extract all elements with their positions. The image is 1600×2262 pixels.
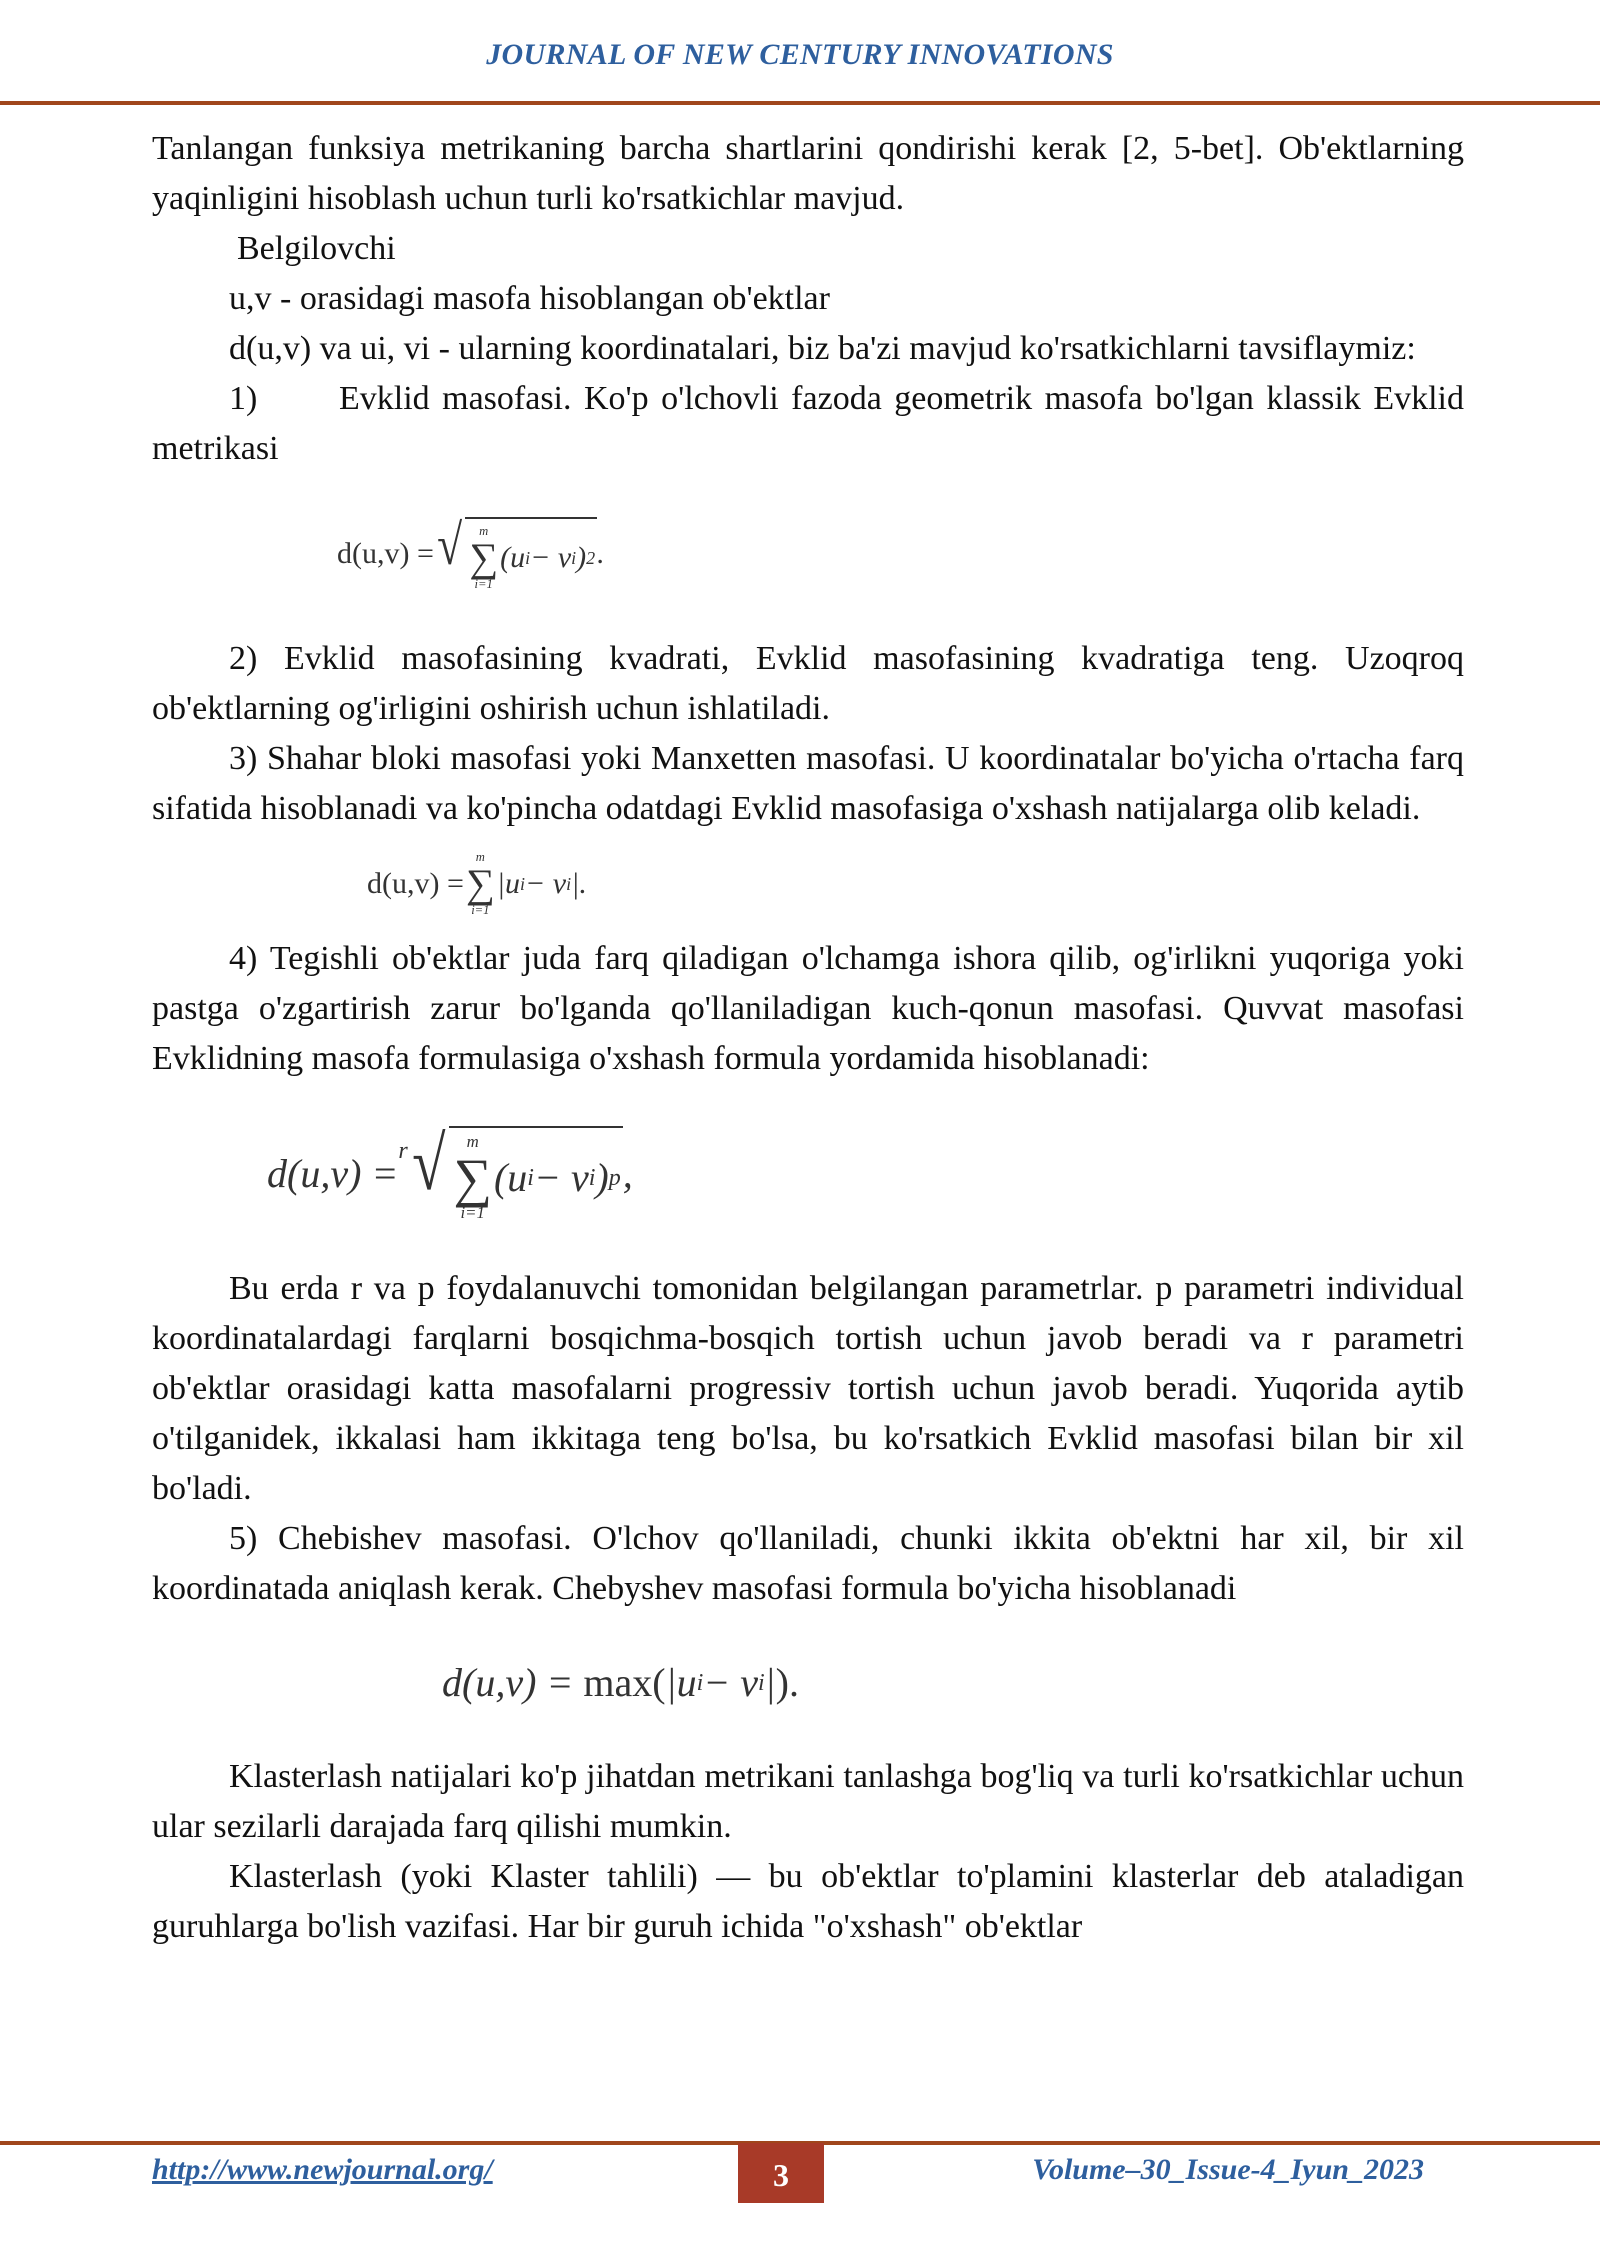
formula-end: ). xyxy=(775,1660,799,1705)
summation xyxy=(469,525,498,591)
header-divider xyxy=(0,101,1600,105)
sum-lower-limit: i=1 xyxy=(460,1203,485,1222)
formula-end: . xyxy=(579,867,587,900)
root-index-r: r xyxy=(398,1138,408,1165)
paragraph-5-text: Evklid masofasi. Ko'p o'lchovli fazoda geometrik masofa bo'lgan klassik Evklid metrikasi xyxy=(152,380,1464,467)
paragraph-1: Tanlangan funksiya metrikaning barcha shartlarini qondirishi kerak [2, 5-bet]. Ob'ektlarning yaqinligini hisoblash uchun turli ko'rsatkichlar mavjud. xyxy=(152,130,1464,217)
subscript-i: i xyxy=(571,548,577,568)
subscript-i: i xyxy=(525,548,531,568)
summation xyxy=(466,851,495,917)
paragraph-5 xyxy=(152,374,1464,474)
paren-close: ) xyxy=(595,1155,609,1200)
square-root xyxy=(434,514,597,592)
subscript-i: i xyxy=(527,1165,534,1191)
sum-lower-limit: i=1 xyxy=(471,903,490,918)
sum-upper-limit: m xyxy=(466,1132,479,1152)
formula-chebyshev xyxy=(152,1614,1464,1752)
subscript-i: i xyxy=(520,874,526,894)
paren-close: ) xyxy=(576,541,587,574)
radicand xyxy=(465,517,597,591)
page-number-badge: 3 xyxy=(738,2143,824,2203)
abs-close: | xyxy=(571,867,580,900)
paragraph-6: 2) Evklid masofasining kvadrati, Evklid masofasining kvadratiga teng. Uzoqroq ob'ektlarning og'irligini oshirish uchun ishlatiladi. xyxy=(152,640,1464,727)
paragraph-9: Bu erda r va p foydalanuvchi tomonidan belgilangan parametrlar. p parametri individual koordinatalardagi farqlarni bosqichma-bosqich tortish uchun javob beradi va r parametri ob'ektlar orasidagi katta masofalarni progressiv tortish uchun javob beradi. Yuqorida aytib o'tilganidek, ikkalasi ham ikkitaga teng bo'lsa, bu ko'rsatkich Evklid masofasi bilan bir xil bo'ladi. xyxy=(152,1270,1464,1507)
subscript-i: i xyxy=(696,1670,704,1696)
paragraph-4: d(u,v) va ui, vi - ularning koordinatalari, biz ba'zi mavjud ko'rsatkichlarni tavsiflaymiz: xyxy=(229,330,1416,367)
summation xyxy=(453,1134,492,1222)
formula-lhs: d(u,v) = xyxy=(442,1660,574,1705)
formula-lhs: d(u,v) = xyxy=(337,537,434,570)
max-function: max( xyxy=(583,1660,666,1705)
nth-root xyxy=(398,1122,622,1222)
paragraph-2: Belgilovchi xyxy=(237,230,396,267)
formula-end: , xyxy=(622,1151,633,1196)
exponent-2: 2 xyxy=(586,548,596,568)
formula-manhattan xyxy=(152,834,1464,934)
subscript-i: i xyxy=(566,874,572,894)
sum-upper-limit: m xyxy=(475,850,485,865)
term-v: − v xyxy=(530,541,572,574)
term-v: − v xyxy=(525,867,567,900)
term-u: (u xyxy=(493,1155,528,1200)
volume-issue-label: Volume–30_Issue-4_Iyun_2023 xyxy=(1032,2153,1424,2186)
paragraph-8: 4) Tegishli ob'ektlar juda farq qiladigan o'lchamga ishora qilib, og'irlikni yuqoriga yoki pastga o'zgartirish zarur bo'lganda qo'llaniladigan kuch-qonun masofasi. Quvvat masofasi Evklidning masofa formulasiga o'xshash formula yordamida hisoblanadi: xyxy=(152,940,1464,1077)
term-u: |u xyxy=(665,1660,697,1705)
sigma-symbol: ∑ xyxy=(453,1148,492,1208)
sigma-symbol: ∑ xyxy=(465,860,495,906)
sum-lower-limit: i=1 xyxy=(474,577,493,592)
sum-upper-limit: m xyxy=(479,524,489,539)
journal-title: JOURNAL OF NEW CENTURY INNOVATIONS xyxy=(486,38,1114,71)
formula-end: . xyxy=(597,537,605,570)
term-v: − v xyxy=(703,1660,758,1705)
formula-euclidean xyxy=(152,474,1464,634)
paragraph-12: Klasterlash (yoki Klaster tahlili) — bu ob'ektlar to'plamini klasterlar deb ataladigan guruhlarga bo'lish vazifasi. Har bir guruh ichida "o'xshash" ob'ektlar xyxy=(152,1858,1464,1945)
term-u: |u xyxy=(496,867,521,900)
paragraph-10: 5) Chebishev masofasi. O'lchov qo'llaniladi, chunki ikkita ob'ektni har xil, bir xil koordinatada aniqlash kerak. Chebyshev masofasi formula bo'yicha hisoblanadi xyxy=(152,1520,1464,1607)
radical-sign: √ xyxy=(437,514,463,578)
term-u: (u xyxy=(500,541,526,574)
sigma-symbol: ∑ xyxy=(469,534,499,580)
exponent-p: p xyxy=(608,1165,621,1191)
abs-close: | xyxy=(764,1660,776,1705)
journal-url-link[interactable]: http://www.newjournal.org/ xyxy=(152,2153,493,2186)
subscript-i: i xyxy=(588,1165,596,1191)
formula-lhs: d(u,v) = xyxy=(367,867,464,900)
paragraph-7: 3) Shahar bloki masofasi yoki Manxetten masofasi. U koordinatalar bo'yicha o'rtacha farq sifatida hisoblanadi va ko'pincha odatdagi Evklid masofasiga o'xshash natijalarga olib keladi. xyxy=(152,740,1464,827)
article-body xyxy=(152,124,1464,1952)
term-v: − v xyxy=(533,1155,589,1200)
paragraph-3: u,v - orasidagi masofa hisoblangan ob'ektlar xyxy=(229,280,830,317)
subscript-i: i xyxy=(758,1670,765,1696)
radical-sign: √ xyxy=(411,1122,446,1207)
formula-lhs: d(u,v) = xyxy=(267,1151,399,1196)
formula-power xyxy=(152,1084,1464,1264)
list-number-1: 1) xyxy=(229,380,258,417)
radicand xyxy=(449,1126,622,1222)
paragraph-11: Klasterlash natijalari ko'p jihatdan metrikani tanlashga bog'liq va turli ko'rsatkichlar uchun ular sezilarli darajada farq qilishi mumkin. xyxy=(152,1758,1464,1845)
